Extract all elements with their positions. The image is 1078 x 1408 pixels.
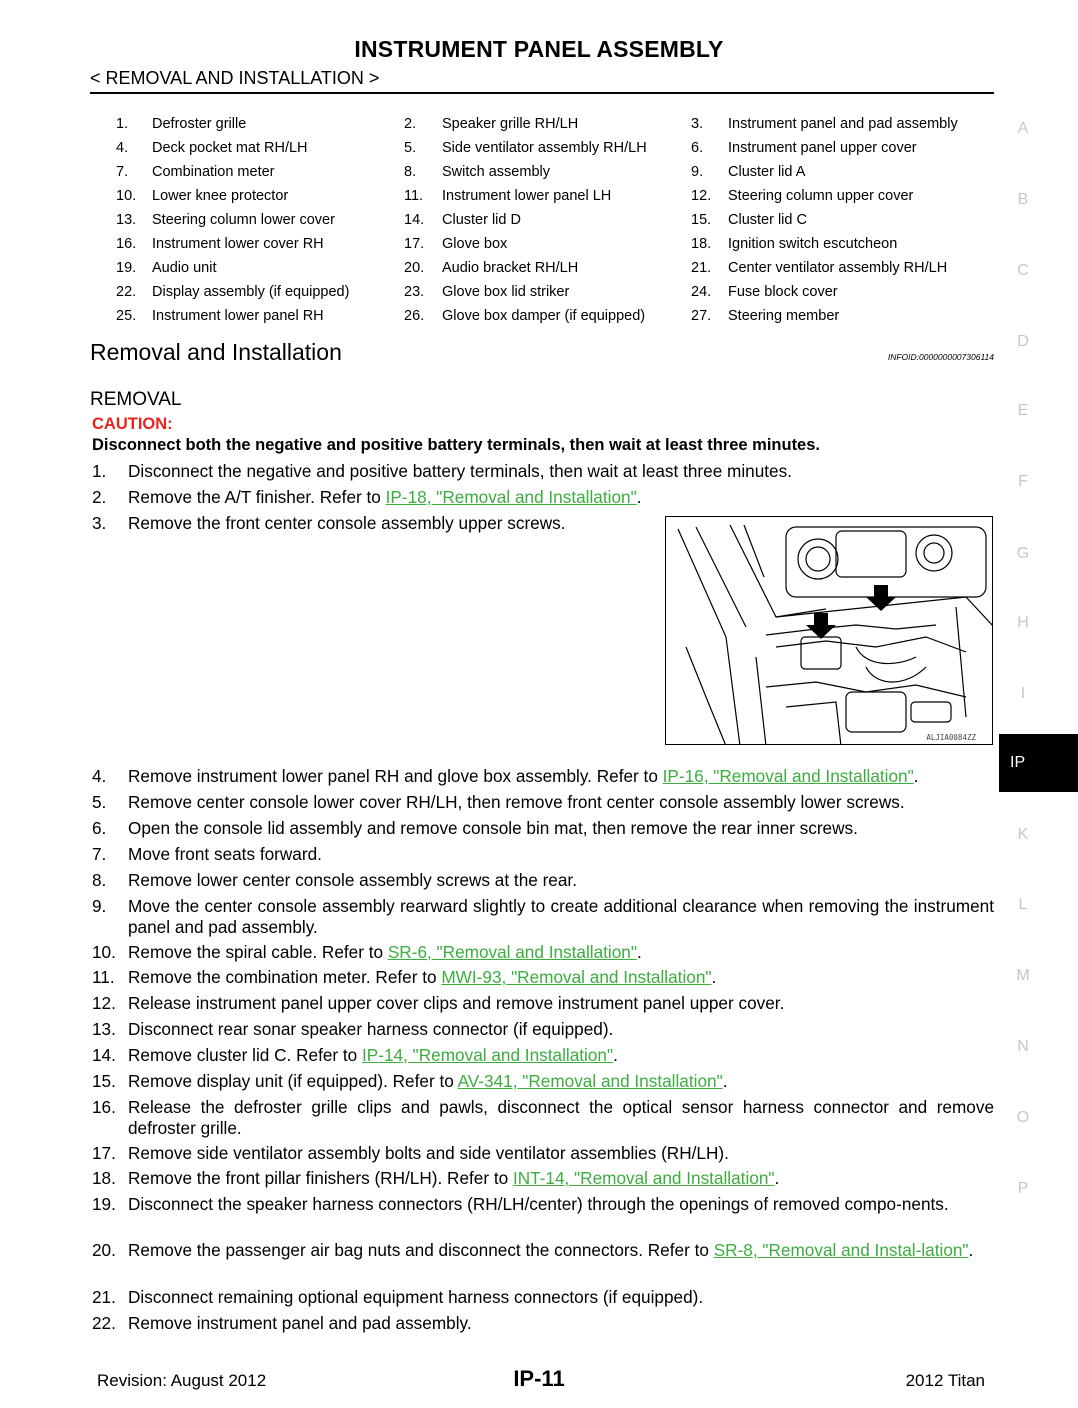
index-letter-i[interactable]: I [1020,685,1026,702]
step-text: Disconnect remaining optional equipment harness connectors (if equipped). [128,1287,704,1307]
part-name: Instrument lower panel RH [152,308,324,324]
part-number: 14. [404,212,425,228]
info-id: INFOID:0000000007306114 [887,352,994,362]
step-item [92,967,994,988]
index-letter-k[interactable]: K [1017,826,1029,843]
part-name: Steering member [728,308,840,324]
part-name: Instrument lower panel LH [442,188,612,204]
step-number: 12. [92,993,116,1013]
part-number: 16. [116,236,137,252]
step-item [92,844,994,865]
step-item [92,993,994,1014]
index-letter-m[interactable]: M [1016,967,1030,984]
step-text: Open the console lid assembly and remove console bin mat, then remove the rear inner screws. [128,818,858,838]
parts-row [116,188,996,212]
part-number: 5. [404,140,417,156]
parts-row [116,212,996,236]
step-item [92,1045,994,1066]
step-text [128,1071,994,1092]
step-number: 1. [92,461,107,481]
part-name: Instrument panel upper cover [728,140,917,156]
reference-link[interactable]: MWI-93, "Removal and Installation" [441,967,712,987]
step-text [128,1240,994,1261]
part-name: Fuse block cover [728,284,838,300]
part-number: 22. [116,284,137,300]
parts-row [116,116,996,140]
part-number: 6. [691,140,704,156]
index-letter-h[interactable]: H [1017,614,1029,631]
step-item [92,1071,994,1092]
footer-page-number: IP-11 [513,1366,565,1391]
part-name: Glove box damper (if equipped) [442,308,646,324]
parts-row [116,140,996,164]
step-number: 14. [92,1045,116,1065]
parts-row [116,260,996,284]
reference-link[interactable]: IP-18, "Removal and Installation" [385,487,637,507]
step-text: Remove center console lower cover RH/LH, then remove front center console assembly lower screws. [128,792,905,812]
step-item [92,766,994,787]
part-number: 26. [404,308,425,324]
step-item [92,818,994,839]
part-number: 13. [116,212,137,228]
step-item [92,487,994,508]
step-item [92,1240,994,1261]
step-number: 16. [92,1097,116,1117]
step-text-tail: . [613,1045,618,1065]
reference-link[interactable]: AV-341, "Removal and Installation" [457,1071,723,1091]
part-name: Switch assembly [442,164,550,180]
part-name: Cluster lid D [442,212,521,228]
index-letter-p[interactable]: P [1017,1180,1029,1197]
step-number: 15. [92,1071,116,1091]
step-number: 3. [92,513,107,533]
step-text-lead: Remove display unit (if equipped). Refer to [128,1071,458,1091]
step-text: Disconnect the speaker harness connectors (RH/LH/center) through the openings of removed compo-nents. [128,1194,949,1214]
parts-row [116,308,996,332]
part-name: Lower knee protector [152,188,289,204]
step-text-tail: . [913,766,919,786]
section-title: Removal and Installation [90,339,342,365]
step-text-lead: Remove cluster lid C. Refer to [128,1045,363,1065]
step-text: Remove the front center console assembly upper screws. [128,513,566,533]
part-name: Glove box lid striker [442,284,570,300]
step-text-lead: Remove the spiral cable. Refer to [128,942,388,962]
reference-link[interactable]: SR-8, "Removal and Instal-lation" [713,1240,969,1260]
figure-code: ALJIA0084ZZ [926,733,976,742]
part-name: Deck pocket mat RH/LH [152,140,308,156]
step-text [128,1168,994,1189]
part-number: 1. [116,116,129,132]
part-number: 24. [691,284,712,300]
part-name: Instrument lower cover RH [152,236,324,252]
footer-revision: Revision: August 2012 [97,1371,267,1390]
index-letter-d[interactable]: D [1017,333,1029,350]
part-number: 10. [116,188,137,204]
part-number: 9. [691,164,704,180]
step-text: Move front seats forward. [128,844,322,864]
part-name: Side ventilator assembly RH/LH [442,140,647,156]
step-text-tail: . [722,1071,728,1091]
step-text: Remove side ventilator assembly bolts and side ventilator assemblies (RH/LH). [128,1143,729,1163]
step-number: 20. [92,1240,116,1260]
step-item [92,1313,994,1334]
part-number: 4. [116,140,129,156]
part-number: 12. [691,188,712,204]
reference-link[interactable]: SR-6, "Removal and Installation" [387,942,637,962]
index-letter-n[interactable]: N [1017,1038,1029,1055]
part-number: 25. [116,308,137,324]
part-name: Audio bracket RH/LH [442,260,579,276]
index-letter-c[interactable]: C [1017,262,1029,279]
part-name: Combination meter [152,164,275,180]
part-name: Steering column upper cover [728,188,914,204]
reference-link[interactable]: INT-14, "Removal and Installation" [512,1168,775,1188]
reference-link[interactable]: IP-16, "Removal and Installation" [662,766,914,786]
step-item [92,942,994,963]
part-number: 23. [404,284,425,300]
step-number: 21. [92,1287,116,1307]
part-name: Cluster lid C [728,212,807,228]
part-name: Audio unit [152,260,217,276]
part-name: Speaker grille RH/LH [442,116,579,132]
step-item [92,792,994,813]
step-item [92,1194,994,1215]
footer-model: 2012 Titan [905,1371,985,1390]
step-text: Move the center console assembly rearward slightly to create additional clearance when removing the instrument panel and pad assembly. [128,896,994,937]
part-name: Ignition switch escutcheon [728,236,898,252]
step-text [128,766,994,787]
step-item [92,870,994,891]
step-number: 18. [92,1168,116,1188]
step-item [92,513,652,534]
index-letter-e[interactable]: E [1017,402,1029,419]
step-text-lead: Remove the front pillar finishers (RH/LH). Refer to [128,1168,513,1188]
part-number: 19. [116,260,137,276]
step-text: Release the defroster grille clips and pawls, disconnect the optical sensor harness connector and remove defroster grille. [128,1097,994,1138]
step-number: 8. [92,870,107,890]
step-text-tail: . [774,1168,780,1188]
step-text: Release instrument panel upper cover clips and remove instrument panel upper cover. [128,993,785,1013]
index-letter-f[interactable]: F [1018,473,1028,490]
side-tab-label: IP [1010,754,1026,771]
part-name: Display assembly (if equipped) [152,284,350,300]
step-item [92,1287,994,1308]
parts-row [116,284,996,308]
breadcrumb: < REMOVAL AND INSTALLATION > [90,68,994,94]
step-text: Remove lower center console assembly screws at the rear. [128,870,577,890]
step-number: 22. [92,1313,116,1333]
part-name: Cluster lid A [728,164,806,180]
part-number: 2. [404,116,417,132]
part-name: Defroster grille [152,116,247,132]
subheading-removal: REMOVAL [90,389,182,410]
parts-row [116,236,996,260]
part-name: Steering column lower cover [152,212,335,228]
part-number: 3. [691,116,704,132]
step-number: 10. [92,942,116,962]
part-name: Center ventilator assembly RH/LH [728,260,948,276]
step-item [92,1097,994,1138]
part-number: 11. [404,188,424,204]
index-letter-o[interactable]: O [1016,1109,1030,1126]
step-number: 13. [92,1019,116,1039]
step-text-tail: . [711,967,717,987]
illustration-drawing [666,517,993,745]
step-text-lead: Remove the combination meter. Refer to [128,967,442,987]
step-text [128,967,994,988]
step-number: 6. [92,818,107,838]
part-number: 7. [116,164,129,180]
step-text [128,1045,994,1066]
parts-legend [116,116,996,332]
step-item [92,1168,994,1189]
step-item [92,1143,994,1164]
page-title: INSTRUMENT PANEL ASSEMBLY [354,36,724,62]
part-number: 27. [691,308,712,324]
step-text: Disconnect rear sonar speaker harness connector (if equipped). [128,1019,614,1039]
caution-text: Disconnect both the negative and positive battery terminals, then wait at least three minutes. [92,436,820,454]
step-text: Remove instrument panel and pad assembly. [128,1313,472,1333]
step-number: 9. [92,896,107,916]
step-text: Disconnect the negative and positive battery terminals, then wait at least three minutes. [128,461,792,481]
step-number: 2. [92,487,107,507]
step-text-tail: . [636,487,642,507]
part-name: Glove box [442,236,508,252]
index-letter-a[interactable]: A [1017,120,1029,137]
part-number: 21. [691,260,712,276]
part-number: 15. [691,212,712,228]
part-name: Instrument panel and pad assembly [728,116,958,132]
step-number: 5. [92,792,107,812]
step-text [128,487,994,508]
caution-label: CAUTION: [92,415,173,433]
reference-link[interactable]: IP-14, "Removal and Installation" [362,1045,614,1065]
step-number: 11. [92,967,115,987]
part-number: 18. [691,236,712,252]
step-text-lead: Remove the A/T finisher. Refer to [128,487,386,507]
side-tab-ip[interactable] [999,734,1078,792]
step-text-lead: Remove the passenger air bag nuts and disconnect the connectors. Refer to [128,1240,714,1260]
step-item [92,896,994,937]
step-item [92,1019,994,1040]
step-number: 7. [92,844,107,864]
step-item [92,461,994,482]
part-number: 8. [404,164,417,180]
index-letter-g[interactable]: G [1016,545,1030,562]
parts-row [116,164,996,188]
index-letter-b[interactable]: B [1017,191,1029,208]
step-number: 17. [92,1143,116,1163]
step-number: 4. [92,766,107,786]
step-text-tail: . [636,942,642,962]
part-number: 17. [404,236,425,252]
index-letter-l[interactable]: L [1018,896,1028,913]
part-number: 20. [404,260,425,276]
step-text-lead: Remove instrument lower panel RH and glove box assembly. Refer to [128,766,663,786]
step-number: 19. [92,1194,116,1214]
console-screws-illustration [665,516,993,745]
step-text [128,942,994,963]
step-text-tail: . [968,1240,974,1260]
